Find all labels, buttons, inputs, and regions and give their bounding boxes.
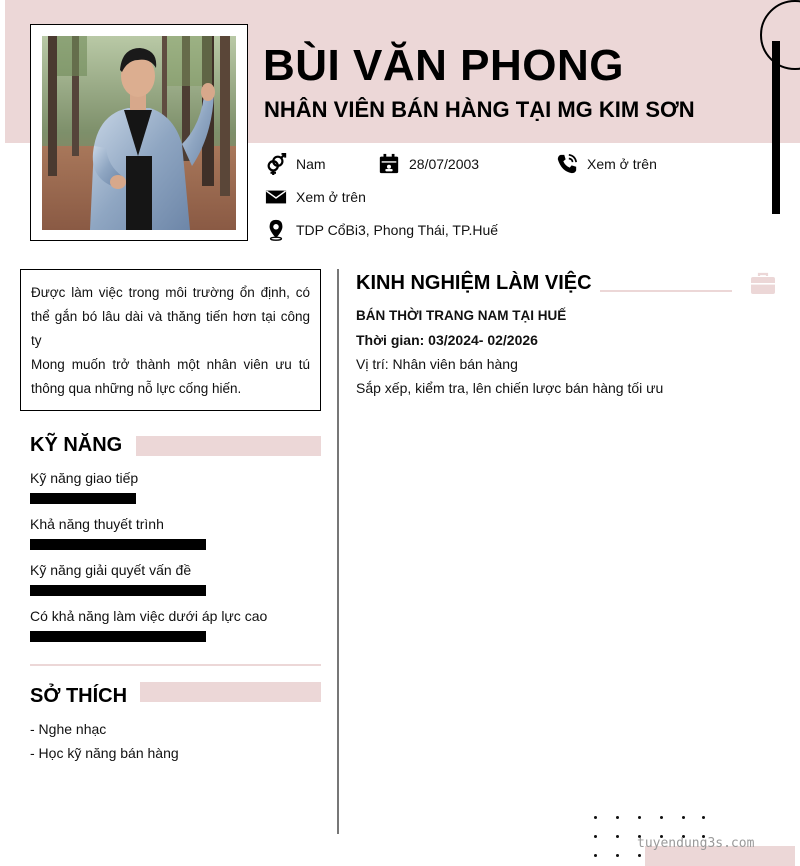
experience-heading-line [600,290,732,292]
skill-label-4: Có khả năng làm việc dưới áp lực cao [30,608,268,624]
objective-line-1: Được làm việc trong môi trường ổn định, có thể gắn bó lâu dài và thăng tiến hơn tại công ty [31,285,310,348]
experience-description: Sắp xếp, kiểm tra, lên chiến lược bán hàng tối ưu [356,380,664,396]
email-value: Xem ở trên [296,189,366,205]
career-objective [20,269,321,411]
decorative-vertical-bar [772,41,780,214]
briefcase-icon [750,272,776,296]
watermark: tuyendung3s.com [637,836,755,851]
skill-level-bar-1 [30,493,136,504]
column-divider [337,269,339,834]
experience-heading: KINH NGHIỆM LÀM VIỆC [356,272,592,294]
hobby-item-2: - Học kỹ năng bán hàng [30,745,179,761]
gender-info [265,153,326,175]
skill-label-1: Kỹ năng giao tiếp [30,470,139,486]
phone-icon [556,153,578,175]
dob-info [378,153,479,175]
skill-level-bar-2 [30,539,206,550]
experience-position: Vị trí: Nhân viên bán hàng [356,356,518,372]
skills-heading-bar [136,436,321,456]
profile-photo [42,36,236,230]
email-info [265,186,366,208]
skills-heading: KỸ NĂNG [30,434,123,456]
gender-value: Nam [296,156,326,172]
dob-value: 28/07/2003 [409,156,480,172]
hobbies-heading-bar [140,682,321,702]
address-info [265,219,498,241]
envelope-icon [265,186,287,208]
section-divider [30,664,321,666]
address-value: TDP CổBi3, Phong Thái, TP.Huế [296,222,499,238]
calendar-icon [378,153,400,175]
profile-photo-frame [30,24,248,241]
phone-info [556,153,657,175]
experience-company: BÁN THỜI TRANG NAM TẠI HUẾ [356,308,567,323]
objective-line-2: Mong muốn trở thành một nhân viên ưu tú thông qua những nỗ lực cống hiến. [31,357,310,396]
location-pin-icon [265,219,287,241]
skill-level-bar-3 [30,585,206,596]
hobby-item-1: - Nghe nhạc [30,721,107,737]
job-title: NHÂN VIÊN BÁN HÀNG TẠI MG KIM SƠN [264,97,695,122]
skill-label-3: Kỹ năng giải quyết vấn đề [30,562,192,578]
experience-period: Thời gian: 03/2024- 02/2026 [356,332,538,348]
gender-icon [265,153,287,175]
phone-value: Xem ở trên [587,156,657,172]
candidate-name: BÙI VĂN PHONG [263,41,624,90]
hobbies-heading: SỞ THÍCH [30,685,128,707]
skill-level-bar-4 [30,631,206,642]
skill-label-2: Khả năng thuyết trình [30,516,164,532]
